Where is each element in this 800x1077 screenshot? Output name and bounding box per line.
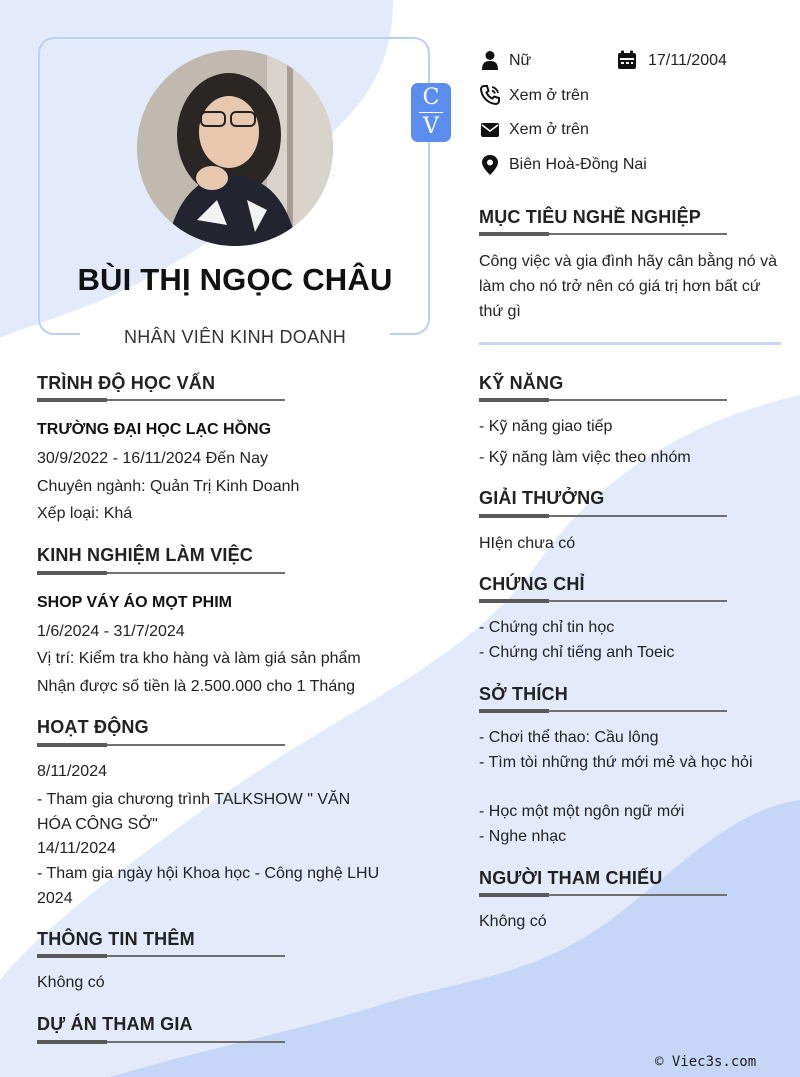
phone-value: Xem ở trên: [509, 87, 589, 104]
references-rule-accent: [479, 893, 549, 897]
cv-badge-c: C: [422, 85, 440, 110]
more-info-title: THÔNG TIN THÊM: [37, 929, 195, 949]
experience-title: KINH NGHIỆM LÀM VIỆC: [37, 545, 254, 565]
activity-line: - Tham gia ngày hội Khoa học - Công nghệ LHU 2024: [37, 865, 380, 907]
birthday-value: 17/11/2004: [648, 52, 727, 69]
cv-badge: [411, 83, 451, 142]
experience-position: Vị trí: Kiểm tra kho hàng và làm giá sản phẩm: [37, 650, 361, 667]
awards-text: HIện chưa có: [479, 535, 576, 552]
objective-rule-accent: [479, 232, 549, 236]
experience-period: 1/6/2024 - 31/7/2024: [37, 623, 185, 640]
education-period: 30/9/2022 - 16/11/2024 Đến Nay: [37, 450, 268, 467]
calendar-icon: [617, 50, 637, 70]
education-rule-accent: [37, 398, 107, 402]
activity-line: 14/11/2024: [37, 840, 116, 857]
hobby-item: - Nghe nhạc: [479, 828, 567, 845]
projects-rule-accent: [37, 1040, 107, 1044]
school-name: TRƯỜNG ĐẠI HỌC LẠC HỒNG: [37, 421, 272, 438]
skill-item: - Kỹ năng làm việc theo nhóm: [479, 449, 691, 466]
location-icon: [480, 155, 500, 175]
hobby-item: - Học một một ngôn ngữ mới: [479, 803, 685, 820]
address-value: Biên Hoà-Đồng Nai: [509, 156, 647, 173]
company-name: SHOP VÁY ÁO MỌT PHIM: [37, 594, 232, 611]
certificate-item: - Chứng chỉ tin học: [479, 619, 615, 636]
cv-badge-divider: [419, 112, 443, 113]
right-divider: [479, 342, 781, 345]
objective-title: MỤC TIÊU NGHỀ NGHIỆP: [479, 207, 702, 227]
footer-copyright: © Viec3s.com: [655, 1054, 757, 1070]
more-info-rule-accent: [37, 954, 107, 958]
email-icon: [480, 120, 500, 140]
certificates-rule-accent: [479, 599, 549, 603]
avatar: [137, 50, 333, 246]
references-text: Không có: [479, 913, 547, 930]
email-value: Xem ở trên: [509, 121, 589, 138]
objective-text: Công việc và gia đình hãy cân bằng nó và làm cho nó trở nên có giá trị hơn bất cứ thứ gì: [479, 253, 777, 320]
more-info-text: Không có: [37, 974, 105, 991]
projects-title: DỰ ÁN THAM GIA: [37, 1014, 193, 1034]
awards-title: GIẢI THƯỞNG: [479, 488, 605, 508]
experience-rule-accent: [37, 571, 107, 575]
job-title: NHÂN VIÊN KINH DOANH: [123, 327, 347, 347]
activities-rule-accent: [37, 743, 107, 747]
education-major: Chuyên ngành: Quản Trị Kinh Doanh: [37, 478, 300, 495]
skills-rule-accent: [479, 398, 549, 402]
user-icon: [480, 50, 500, 70]
experience-salary: Nhận được số tiền là 2.500.000 cho 1 Tháng: [37, 678, 356, 695]
phone-icon: [480, 85, 500, 105]
hobby-item: - Chơi thể thao: Cầu lông: [479, 729, 659, 746]
education-rank: Xếp loại: Khá: [37, 505, 133, 522]
job-title-wrap: [80, 322, 390, 352]
activity-line: - Tham gia chương trình TALKSHOW " VĂN HÓA CÔNG SỞ": [37, 791, 351, 833]
awards-rule-accent: [479, 514, 549, 518]
full-name: BÙI THỊ NGỌC CHÂU: [77, 262, 393, 297]
hobbies-rule-accent: [479, 709, 549, 713]
activities-title: HOẠT ĐỘNG: [37, 717, 149, 737]
certificates-title: CHỨNG CHỈ: [479, 574, 585, 594]
activity-line: 8/11/2024: [37, 763, 107, 780]
certificate-item: - Chứng chỉ tiếng anh Toeic: [479, 644, 675, 661]
cv-badge-v: V: [423, 114, 439, 139]
skills-title: KỸ NĂNG: [479, 373, 564, 393]
skill-item: - Kỹ năng giao tiếp: [479, 418, 613, 435]
hobby-item: - Tìm tòi những thứ mới mẻ và học hỏi: [479, 754, 753, 771]
education-title: TRÌNH ĐỘ HỌC VẤN: [37, 373, 216, 393]
references-title: NGƯỜI THAM CHIẾU: [479, 868, 663, 888]
gender-value: Nữ: [509, 52, 532, 69]
hobbies-title: SỞ THÍCH: [479, 684, 568, 704]
